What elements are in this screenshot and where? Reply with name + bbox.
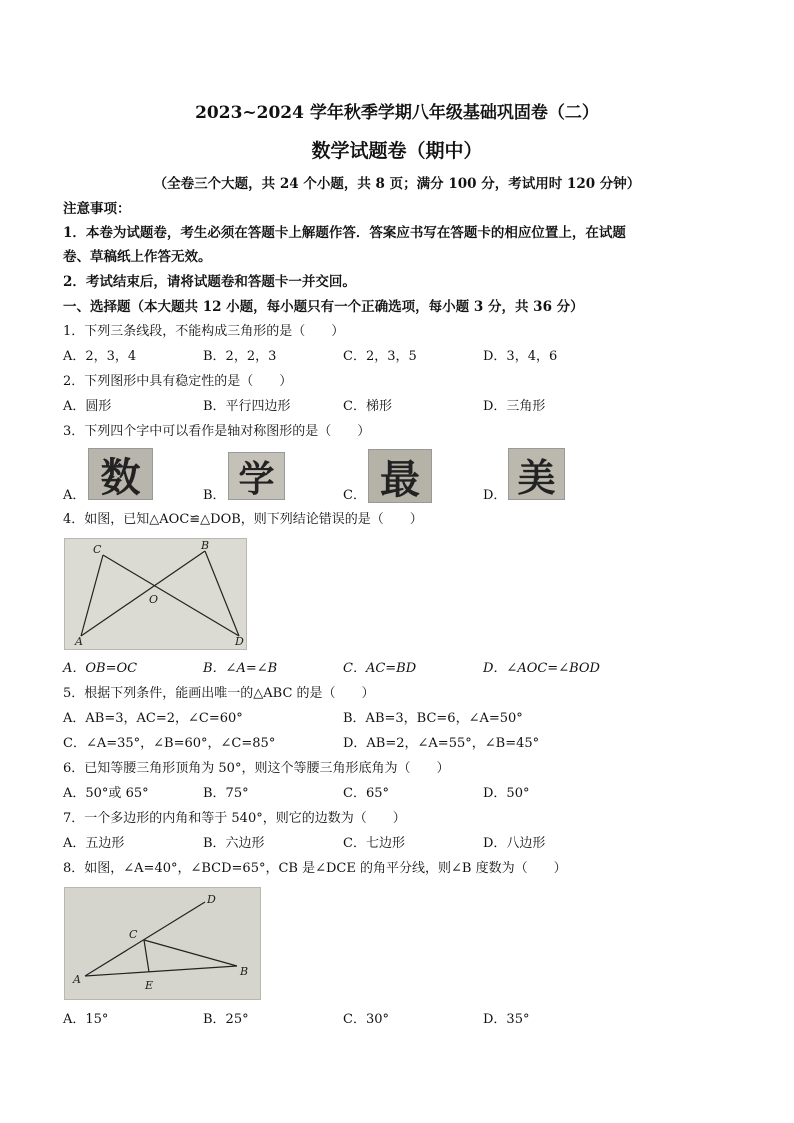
question-7-option-b: B．六边形 [203, 836, 265, 851]
question-3-image-c: 最 [368, 449, 432, 503]
question-5-option-b: B．AB=3，BC=6，∠A=50° [343, 711, 523, 726]
question-3-option-a: A． [63, 488, 86, 503]
note-1-line2: 卷、草稿纸上作答无效。 [63, 249, 212, 265]
note-1-line1: 1．本卷为试题卷，考生必须在答题卡上解题作答．答案应书写在答题卡的相应位置上，在试题 [63, 225, 626, 241]
question-1-option-c: C．2，3，5 [343, 349, 417, 364]
question-8-option-a: A．15° [63, 1012, 109, 1027]
question-1-option-b: B．2，2，3 [203, 349, 277, 364]
label-b: B [201, 539, 210, 552]
label-o: O [149, 593, 159, 606]
question-6-option-d: D．50° [483, 786, 530, 801]
exam-title: 2023~2024 学年秋季学期八年级基础巩固卷（二） [195, 103, 599, 123]
question-2-option-c: C．梯形 [343, 399, 392, 414]
exam-info: （全卷三个大题，共 24 个小题，共 8 页；满分 100 分，考试用时 120 分钟） [153, 176, 641, 192]
question-2-option-d: D．三角形 [483, 399, 546, 414]
segment-bd [205, 551, 239, 636]
question-3-option-c: C． [343, 488, 366, 503]
question-1-option-a: A．2，3，4 [63, 349, 137, 364]
question-2-option-a: A．圆形 [63, 399, 112, 414]
question-8-figure [64, 887, 261, 1000]
segment-cb [144, 940, 237, 966]
question-5-option-c: C．∠A=35°，∠B=60°，∠C=85° [63, 736, 276, 751]
question-7-stem: 7．一个多边形的内角和等于 540°，则它的边数为（ ） [63, 811, 406, 826]
exam-subtitle: 数学试题卷（期中） [311, 140, 483, 162]
label-c: C [129, 928, 138, 941]
segment-ab [81, 551, 205, 636]
question-4-option-b: B．∠A=∠B [203, 661, 278, 676]
question-7-option-c: C．七边形 [343, 836, 405, 851]
ray-ad [85, 902, 205, 976]
question-3-stem: 3．下列四个字中可以看作是轴对称图形的是（ ） [63, 424, 371, 439]
label-b: B [240, 965, 249, 978]
question-3-image-a: 数 [88, 448, 153, 500]
segment-ce [144, 940, 149, 972]
question-4-option-a: A．OB=OC [63, 661, 138, 676]
question-8-stem: 8．如图，∠A=40°，∠BCD=65°，CB 是∠DCE 的角平分线，则∠B 度数为（ ） [63, 861, 567, 876]
label-d: D [235, 635, 244, 648]
label-d: D [207, 893, 216, 906]
segment-cd [103, 555, 239, 636]
question-8-option-d: D．35° [483, 1012, 530, 1027]
label-a: A [73, 973, 81, 986]
question-5-option-d: D．AB=2，∠A=55°，∠B=45° [343, 736, 540, 751]
question-3-image-d: 美 [508, 448, 565, 500]
label-a: A [75, 635, 83, 648]
question-3-image-b: 学 [228, 452, 285, 500]
question-5-option-a: A．AB=3，AC=2，∠C=60° [63, 711, 243, 726]
question-6-stem: 6．已知等腰三角形顶角为 50°，则这个等腰三角形底角为（ ） [63, 761, 450, 776]
question-8-option-b: B．25° [203, 1012, 249, 1027]
question-8-option-c: C．30° [343, 1012, 389, 1027]
question-2-stem: 2．下列图形中具有稳定性的是（ ） [63, 374, 293, 389]
label-e: E [145, 979, 154, 992]
label-c: C [93, 543, 102, 556]
question-7-option-d: D．八边形 [483, 836, 546, 851]
notes-heading: 注意事项： [63, 201, 131, 217]
segment-ab [85, 966, 237, 976]
question-4-stem: 4．如图，已知△AOC≌△DOB，则下列结论错误的是（ ） [63, 512, 423, 527]
question-5-stem: 5．根据下列条件，能画出唯一的△ABC 的是（ ） [63, 686, 375, 701]
question-3-option-b: B． [203, 488, 226, 503]
question-2-option-b: B．平行四边形 [203, 399, 291, 414]
question-6-option-b: B．75° [203, 786, 249, 801]
question-6-option-c: C．65° [343, 786, 389, 801]
section-1-heading: 一、选择题（本大题共 12 小题，每小题只有一个正确选项，每小题 3 分，共 36 分） [63, 299, 584, 315]
note-2: 2．考试结束后，请将试题卷和答题卡一并交回。 [63, 274, 356, 290]
question-4-option-d: D．∠AOC=∠BOD [483, 661, 600, 676]
question-1-stem: 1．下列三条线段，不能构成三角形的是（ ） [63, 324, 345, 339]
question-4-figure [64, 538, 247, 650]
question-7-option-a: A．五边形 [63, 836, 125, 851]
question-8-diagram [65, 888, 260, 999]
question-1-option-d: D．3，4，6 [483, 349, 558, 364]
question-4-diagram [65, 539, 246, 649]
question-6-option-a: A．50°或 65° [63, 786, 149, 801]
question-3-option-d: D． [483, 488, 507, 503]
question-4-option-c: C．AC=BD [343, 661, 417, 676]
